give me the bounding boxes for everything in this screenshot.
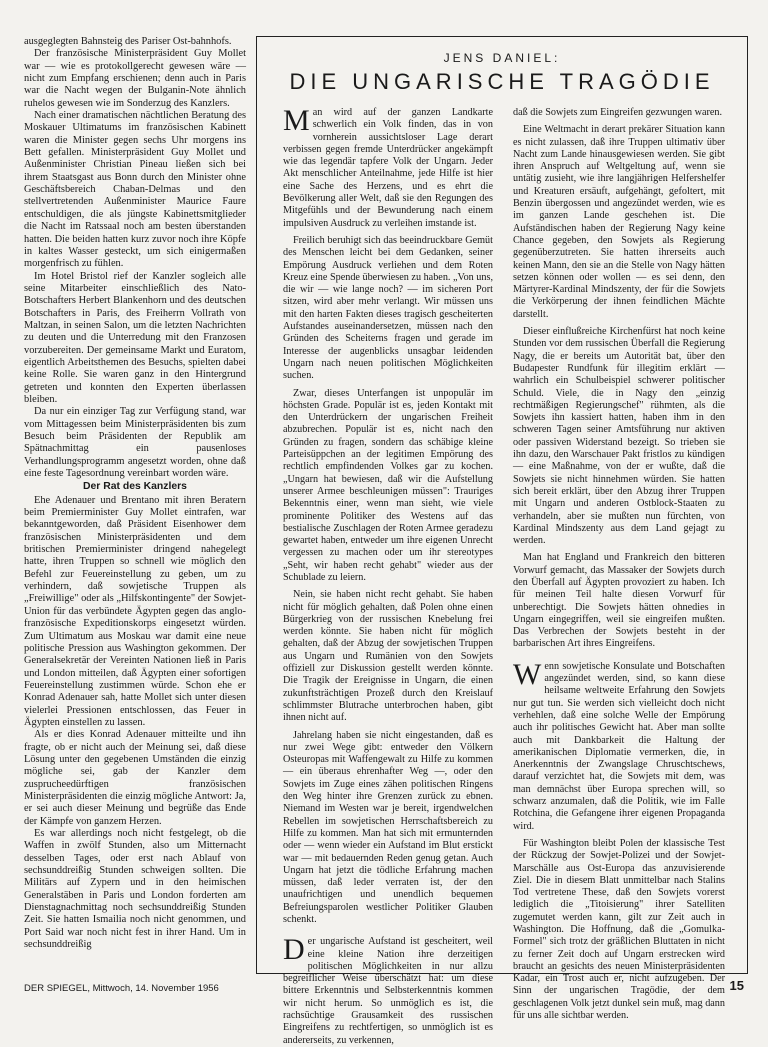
essay-paragraph: Dieser einflußreiche Kirchenfürst hat noch keine Stunden vor dem russischen Überfall die Regierung Nagy, die er bereits um Autorität bat, über den Budapester Rundfunk für illegitim erklärt — wahrlich ein Schulbeispiel schwerer politischer Schuld. Viele, die in Nagy den „einzig rechtmäßigen Regierungschef" rühmten, als die Sowjets ihn kassiert hatten, haben ihm in den schweren Tagen seiner Amtsführung nur aktiven oder passiven Widerstand bezeigt. So trieben sie ihn dazu, den Warschauer Pakt fristlos zu kündigen — eine Maßnahme, von der er wußte, daß die Sowjets sie nicht hinnehmen würden. Sie hatten sich bereit erklärt, über den Abzug ihrer Truppen mit Ungarn und anderen Ostblock-Staaten zu verhandeln, aber sie mußten nun fürchten, von Kardinal Mindszenty aus dem Land gejagt zu werden. — [513, 326, 725, 547]
article-paragraph: Nach einer dramatischen nächtlichen Beratung des Moskauer Ultimatums im französischen Kabinett waren die Minister gegen sechs Uhr morgens ins Bett gefallen. Ministerpräsident Guy Mollet und Außenminister Christian Pineau ließen sich bei ihrem Staatsgast aus Bonn durch den Minister ohne Geschäftsbereich Chaban-Delmas und den stellvertretenden Außenminister Maurice Faure entschuldigen, die als jüngste Kabinettsmitglieder die Nacht im Ratssaal noch am besten überstanden hatten. Die beiden hatten kurz zuvor noch ihre Köpfe in kaltes Wasser gesteckt, um sich einigermaßen morgenfrisch zu fühlen. — [24, 110, 246, 270]
article-paragraph: Ehe Adenauer und Brentano mit ihren Beratern beim Premierminister Guy Mollet eintrafen, war bekanntgeworden, daß Präsident Eisenhower dem französischen Ministerpräsidenten und dem britischen Premierminister dringend nahegelegt hatte, ihren Truppen so schnell wie möglich den Befehl zur Feuereinstellung zu geben, um zu verhindern, daß sowjetische Truppen als „Freiwillige" oder als „Hilfskontingente" der Sowjet-Union für das verbündete Ägypten gegen das anglo-französische Expeditionskorps eingesetzt würden. Zum Ultimatum aus Moskau war damit eine neue politische Pression aus Washington gekommen. Der Generalsekretär der Vereinten Nationen ließ in Paris und London mitteilen, daß Ägypten einer sofortigen Feuereinstellung zustimmen würde. Schon ehe er Konrad Adenauer sah, hatte Mollet sich unter diesen vielerlei Pressionen entschlossen, das Feuer in Ägypten einstellen zu lassen. — [24, 494, 246, 728]
publication-footer: DER SPIEGEL, Mittwoch, 14. November 1956 — [24, 983, 219, 994]
drop-cap: W — [513, 657, 542, 691]
essay-paragraph: Wenn sowjetische Konsulate und Botschaften angezündet werden, sind, so kann diese heilsame weltweite Erfahrung den Sowjets nur gut tun. Sie werden sich vielleicht doch nicht verhehlen, daß eine solche Welle der Empörung auch ihr politisches Gewicht hat. Aber man sollte auch mit Dankbarkeit die Haltung der amerikanischen Diplomatie vermerken, die, in Anerkenntnis der Zwangslage Chruschtschews, darauf verzichtet hat, die Sowjets mit dem, was man demnächst über Europa sprechen will, so schwarz anzumalen, daß die Politik, wie im Falle Rotchina, die Gefangene ihrer eigenen Propaganda wird. — [513, 657, 725, 832]
drop-cap: D — [283, 933, 305, 967]
essay-paragraph: Für Washington bleibt Polen der klassische Test der Rückzug der Sowjet-Polizei und der Sowjet-Marschälle aus Ost-Europa das anzuvisierende Ziel. Die in diesem Blatt unmittelbar nach Stalins Tod vertretene These, daß den Sowjets vorerst lediglich die „Titoisierung" ihrer Satelliten zugemutet werden kann, gilt zur Zeit auch in Washington. Die Hoffnung, daß die „Gomulka-Formel" sich trotz der gräßlichen Bluttaten in nicht zu ferner Zeit doch auf Ungarn erstrecken wird braucht an gesichts des neuen Ministerpräsidenten Kadar, ein Trost auch er, nicht aufzugeben. Der Sinn der ungarischen Tragödie, der dem geschlagenen Volk jetzt dunkel sein muß, mag dann für uns alle sichtbar werden. — [513, 837, 725, 1022]
article-paragraph: ausgeglegten Bahnsteig des Pariser Ost-bahnhofs. — [24, 36, 232, 47]
drop-cap: M — [283, 104, 310, 137]
article-paragraph: Da nur ein einziger Tag zur Verfügung stand, war vom Mittagessen beim Ministerpräsidenten bis zum Besuch beim Präsidenten der Republik am Spätnachmittag ein pausenloses Verhandlungsprogramm angesetzt worden, ohne daß eine feste Tagesordnung vereinbart worden wäre. — [24, 406, 246, 480]
essay-paragraph: Freilich beruhigt sich das beeindruckbare Gemüt des Menschen leicht bei dem Gedanken, seiner Empörung Ausdruck verliehen und dem Roten Kreuz eine Spende überwiesen zu haben. „Von uns, die wir — wie lange noch? — im sicheren Port sitzen, wird aber mehr verlangt. Wir müssen uns mit den harten Fakten dieses tragisch gescheiterten Aufstandes auseinandersetzen, müssen nach den Gründen des Scheiterns fragen und gerade im Interesse der augenblicks unsagbar leidenden Ungarn nach neuen politischen Möglichkeiten suchen. — [283, 234, 494, 382]
page-number: 15 — [729, 978, 744, 993]
essay-paragraph: Nein, sie haben nicht recht gehabt. Sie haben nicht für möglich gehalten, daß Polen ohne einen Bürgerkrieg von der russischen Knebelung frei werden könnte. Sie haben nicht für möglich gehalten, daß der Abzug der sowjetischen Truppen aus Ungarn und Rumänien von den Sowjets offiziell zur Diskussion gestellt werden könnte. Die Tragik der Ereignisse in Ungarn, die einen zukunftsträchtigen Prozeß durch den Kreislauf schlimmster Blutrache unterbrochen haben, gibt ihnen nicht auf. — [283, 589, 493, 724]
essay-paragraph: Eine Weltmacht in derart prekärer Situation kann es nicht zulassen, daß ihre Truppen ultimativ über Nacht zum Lande hinausgewiesen werden. Sie gibt ihren Anspruch auf Weltgeltung auf, wenn sie untätig zusieht, wie ihre langjährigen Helfershelfer und Kreaturen ersäuft, aufgehängt, gefoltert, mit Benzin übergossen und angezündet werden, wie es im ganzen Lande geschehen ist. Die Aufständischen haben der Regierung Nagy keine Chance gegeben, den Sowjets als Regierung gegenüberzutreten. Sie hatten ihrerseits auch keinen Mann, den sie an die Stelle von Nagy hätten setzen können oder wollen — es sei denn, den Märtyrer-Kardinal Mindszenty, der für die Sowjets die Verkörperung der ihnen feindlichen Mächte darstellt. — [513, 124, 725, 320]
essay-author: JENS DANIEL: — [443, 51, 561, 65]
article-subheading: Der Rat des Kanzlers — [83, 481, 187, 493]
essay-paragraph: daß die Sowjets zum Eingreifen gezwungen waren. — [513, 107, 723, 118]
essay-paragraph: Der ungarische Aufstand ist gescheitert, weil eine kleine Nation ihre derzeitigen politischen Möglichkeiten in nur allzu begreiflicher Weise überschätzt hat: um diese bittere Erkenntnis und Selbsterkenntnis kommen wir nicht herum. So unmöglich es ist, die rachsüchtige Grausamkeit des russischen Eingreifens zu rechtfertigen, so unmöglich ist es andererseits, zu verkennen, — [283, 933, 493, 1046]
essay-paragraph: Man wird auf der ganzen Landkarte schwerlich ein Volk finden, das in von vornherein aussichtsloser Lage derart verbissen gegen fremde Unterdrücker angekämpft wie das legendär tapfere Volk der Ungarn. Jeder Akt menschlicher Anteilnahme, jede Hilfe ist hier eine Sache des Herzens, und es ehrt die Bevölkerung aller Welt, daß sie den Regungen des Mitgefühls und der Bewunderung nach einem impulsiven Ausdruck zu verleihen imstande ist. — [283, 104, 493, 229]
essay-column-1 — [283, 104, 494, 1046]
article-paragraph: Als er dies Konrad Adenauer mitteilte und ihn fragte, ob er nicht auch der Meinung sei, daß diese Lösung unter den gegebenen Umständen die einzig mögliche sei, gab der Kanzler dem zusprucheedürftigen französischen Ministerpräsidenten die einzig mögliche Antwort: Ja, er sei auch dieser Meinung und begrüße das Ende der Kämpfe von ganzem Herzen. — [24, 729, 246, 827]
essay-title: DIE UNGARISCHE TRAGÖDIE — [289, 69, 715, 94]
article-paragraph: Es war allerdings noch nicht festgelegt, ob die Waffen in zwölf Stunden, also um Mitternacht desselben Tages, oder erst nach Ablauf von sechsunddreißig Stunden schweigen sollten. Die Militärs auf Zypern und in den heimischen Generalstäben in Paris und London forderten am Dienstagnachmittag noch sechsunddreißig Stunden Zeit. Sie hatten Ismailia noch nicht genommen, und Port Said war noch nicht fest in ihrer Hand. Um in sechsunddreißig — [24, 828, 246, 951]
article-left-column — [24, 36, 246, 971]
article-paragraph: Der französische Ministerpräsident Guy Mollet war — wie es protokollgerecht gewesen wäre — nicht zum Empfang erschienen; denn auch in Paris war die Nacht wegen der Bulganin-Note ähnlich ruhelos gewesen wie im Sonderzug des Kanzlers. — [24, 48, 246, 109]
essay-paragraph: Man hat England und Frankreich den bitteren Vorwurf gemacht, das Massaker der Sowjets durch den Überfall auf Ägypten provoziert zu haben. Ich für meinen Teil halte diesen Vorwurf für unberechtigt. Die Sowjets hätten ohnedies in Ungarn eingegriffen, weil sie eingreifen mußten. Das Verbrechen der Sowjets besteht in der barbarischen Art ihres Eingreifens. — [513, 552, 725, 650]
essay-column-2 — [513, 107, 725, 1022]
essay-paragraph: Jahrelang haben sie nicht eingestanden, daß es nur zwei Wege gibt: entweder den Völkern Osteuropas mit Waffengewalt zu Hilfe zu kommen — ein überaus ehrenhafter Weg —, oder den Sowjets im Zuge eines zähen politischen Ringens den Weg hinter ihre Grenzen zurück zu ebnen. Niemand im Westen war je bereit, irgendwelchen Rebellen im sowjetischen Herrschaftsbereich zu Hilfe zu kommen. Man hat sich mit ermunternden oder — wenn wieder ein Aufstand im Blut erstickt war — mit bedauernden Reden genug getan. Auch Ungarn hat jetzt die tödliche Erfahrung machen müssen, daß leder verraten ist, der den unaufrichtigen und unendlich bequemen Befreiungsparolen westlicher Politiker Glauben schenkt. — [283, 729, 493, 925]
essay-paragraph: Zwar, dieses Unterfangen ist unpopulär im höchsten Grade. Populär ist es, jeden Kontakt mit den Unterdrückern der ungarischen Freiheit abzubrechen. Populär ist es, nicht nach den Gründen zu fragen, sondern das schäbige kleine Parteisüppchen an der legitimen Empörung des rechtlich empfindenden Volkes gar zu kochen. „Ungarn hat bewiesen, daß wir die Aufstellung unserer Armee beschleunigen müssen": Trauriges Bekenntnis einer, wenn man sieht, wie viele prominente Politiker des Westens auf das bestialische Zuschlagen der Roten Armee geradezu gewartet haben, entweder um ihre eigenen Unrecht vergessen zu machen oder um ihr stereotypes „Seht, wir haben recht gehabt" wieder aus der Schublade zu leiern. — [283, 387, 493, 583]
article-paragraph: Im Hotel Bristol rief der Kanzler sogleich alle seine Mitarbeiter einschließlich des Nato-Botschafters Herbert Blankenhorn und des deutschen Botschafters in Paris, des Freiherrn Vollrath von Maltzan, in seinen Salon, um die letzten Nachrichten zu deuten und die Unterredung mit den Franzosen vorzubereiten. Der gemeinsame Markt und Euratom, eigentlich Arbeitsthemen des Besuchs, spielten dabei keine Rolle. Sie waren ganz in den Hintergrund getreten und konnten den Experten überlassen bleiben. — [24, 270, 246, 405]
